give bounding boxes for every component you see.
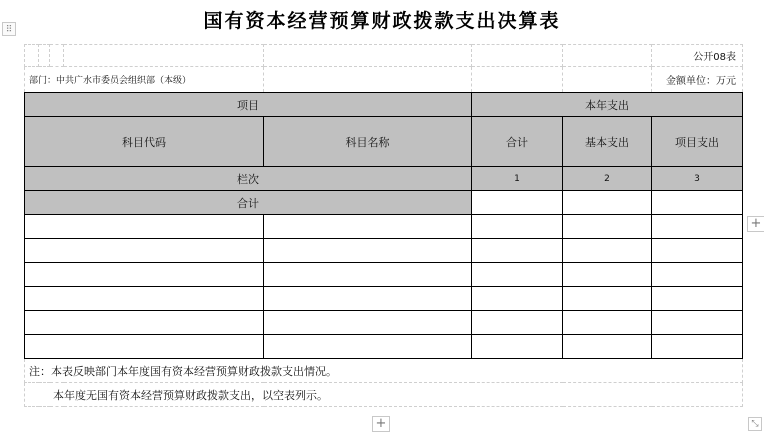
sum-row-label: 合计 [25,191,472,215]
column-index-2: 2 [563,167,652,191]
sum-project-cell[interactable] [652,191,743,215]
add-column-button[interactable]: + [747,216,764,232]
header-subject-name: 科目名称 [264,117,472,167]
sum-total-cell[interactable] [472,191,563,215]
blank-cell[interactable] [563,45,652,67]
resize-handle-icon[interactable]: ⤡ [748,417,762,431]
subject-code-cell[interactable] [25,239,264,263]
blank-cell[interactable] [25,45,39,67]
column-index-3: 3 [652,167,743,191]
blank-cell[interactable] [264,67,472,93]
subject-name-cell[interactable] [264,263,472,287]
note-line-2: 本年度无国有资本经营预算财政拨款支出，以空表列示。 [25,383,743,407]
basic-expense-cell[interactable] [563,263,652,287]
subject-code-cell[interactable] [25,287,264,311]
form-number: 公开08表 [652,45,743,67]
basic-expense-cell[interactable] [563,335,652,359]
table-row [25,215,743,239]
project-expense-cell[interactable] [652,311,743,335]
table-move-handle-icon[interactable]: ⠿ [2,22,16,36]
department-label: 部门：中共广水市委员会组织部（本级） [25,67,264,93]
note-line-1: 注：本表反映部门本年度国有资本经营预算财政拨款支出情况。 [25,359,743,383]
basic-expense-cell[interactable] [563,287,652,311]
total-cell[interactable] [472,263,563,287]
column-index-1: 1 [472,167,563,191]
project-expense-cell[interactable] [652,215,743,239]
subject-name-cell[interactable] [264,239,472,263]
blank-cell[interactable] [64,45,264,67]
project-expense-cell[interactable] [652,335,743,359]
project-expense-cell[interactable] [652,263,743,287]
blank-cell[interactable] [563,67,652,93]
subject-code-cell[interactable] [25,263,264,287]
table-row [25,311,743,335]
unit-label: 金额单位：万元 [652,67,743,93]
add-row-button[interactable]: + [372,416,390,432]
basic-expense-cell[interactable] [563,215,652,239]
subject-code-cell[interactable] [25,335,264,359]
header-current-year-expense: 本年支出 [472,93,743,117]
table-row [25,239,743,263]
blank-cell[interactable] [50,45,64,67]
subject-name-cell[interactable] [264,335,472,359]
expense-table [24,44,743,407]
subject-name-cell[interactable] [264,311,472,335]
subject-name-cell[interactable] [264,215,472,239]
total-cell[interactable] [472,239,563,263]
blank-cell[interactable] [264,45,472,67]
header-project-expense: 项目支出 [652,117,743,167]
total-cell[interactable] [472,335,563,359]
blank-cell[interactable] [472,67,563,93]
total-cell[interactable] [472,287,563,311]
subject-code-cell[interactable] [25,215,264,239]
table-row [25,287,743,311]
total-cell[interactable] [472,311,563,335]
basic-expense-cell[interactable] [563,311,652,335]
project-expense-cell[interactable] [652,287,743,311]
header-item: 项目 [25,93,472,117]
total-cell[interactable] [472,215,563,239]
header-basic-expense: 基本支出 [563,117,652,167]
basic-expense-cell[interactable] [563,239,652,263]
subject-name-cell[interactable] [264,287,472,311]
table-row [25,263,743,287]
column-sequence-label: 栏次 [25,167,472,191]
project-expense-cell[interactable] [652,239,743,263]
table-row [25,335,743,359]
subject-code-cell[interactable] [25,311,264,335]
blank-cell[interactable] [39,45,50,67]
report-title: 国有资本经营预算财政拨款支出决算表 [203,10,561,32]
header-subject-code: 科目代码 [25,117,264,167]
sum-basic-cell[interactable] [563,191,652,215]
blank-cell[interactable] [472,45,563,67]
header-total: 合计 [472,117,563,167]
